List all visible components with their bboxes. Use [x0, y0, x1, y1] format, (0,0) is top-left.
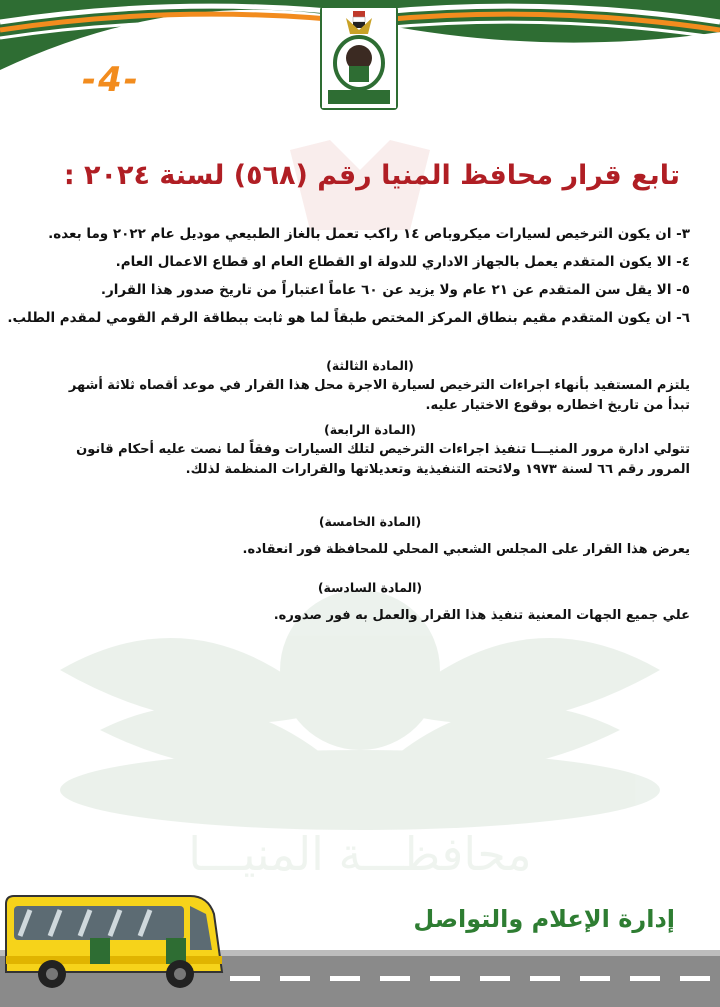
governorate-emblem [320, 6, 398, 110]
article-text: يعرض هذا القرار على المجلس الشعبي المحلي للمحافظة فور انعقاده. [242, 542, 690, 557]
decision-title: تابع قرار محافظ المنيا رقم (٥٦٨) لسنة ٢٠٢٤ : [63, 160, 680, 191]
article-four [50, 420, 690, 480]
article-five [50, 512, 690, 560]
article-text: يلتزم المستفيد بأنهاء اجراءات الترخيص لسيارة الاجرة محل هذا القرار في موعد أقصاه ثلاثة أشهر تبدأ من تاريخ اخطاره بوقوع الاختيار عليه. [68, 378, 690, 413]
department-name: إدارة الإعلام والتواصل [413, 905, 675, 933]
article-text: تتولي ادارة مرور المنيـــا تنفيذ اجراءات الترخيص لتلك السيارات وفقاً لما نصت عليه أحكام قانون المرور رقم ٦٦ لسنة ١٩٧٣ ولائحته التنفيذية وتعديلاتها والقرارات المنظمة لذلك. [76, 442, 690, 477]
watermark-text: محافظـــة المنيـــا [188, 827, 532, 881]
article-text: علي جميع الجهات المعنية تنفيذ هذا القرار والعمل به فور صدوره. [273, 608, 690, 623]
emblem-icon [322, 8, 396, 108]
article-title: (المادة الخامسة) [318, 514, 422, 529]
list-item: ٦- ان يكون المتقدم مقيم بنطاق المركز المختص طبقاً لما هو ثابت ببطاقة الرقم القومي لمقدم الطلب. [7, 310, 690, 326]
conditions-list [7, 220, 690, 332]
page-number: -4- [82, 60, 140, 100]
article-six [50, 578, 690, 626]
list-item: ٤- الا يكون المتقدم يعمل بالجهاز الاداري للدولة او القطاع العام او قطاع الاعمال العام. [115, 254, 690, 270]
article-title: (المادة الرابعة) [324, 422, 416, 437]
article-title: (المادة السادسة) [317, 580, 423, 595]
footer-illustration [0, 880, 720, 1007]
article-title: (المادة الثالثة) [326, 358, 414, 373]
article-three [50, 356, 690, 416]
list-item: ٥- الا يقل سن المتقدم عن ٢١ عام ولا يزيد عن ٦٠ عاماً اعتباراً من تاريخ صدور هذا القرار. [100, 282, 690, 298]
list-item: ٣- ان يكون الترخيص لسيارات ميكروباص ١٤ راكب تعمل بالغاز الطبيعي موديل عام ٢٠٢٢ وما بعده. [48, 226, 690, 242]
